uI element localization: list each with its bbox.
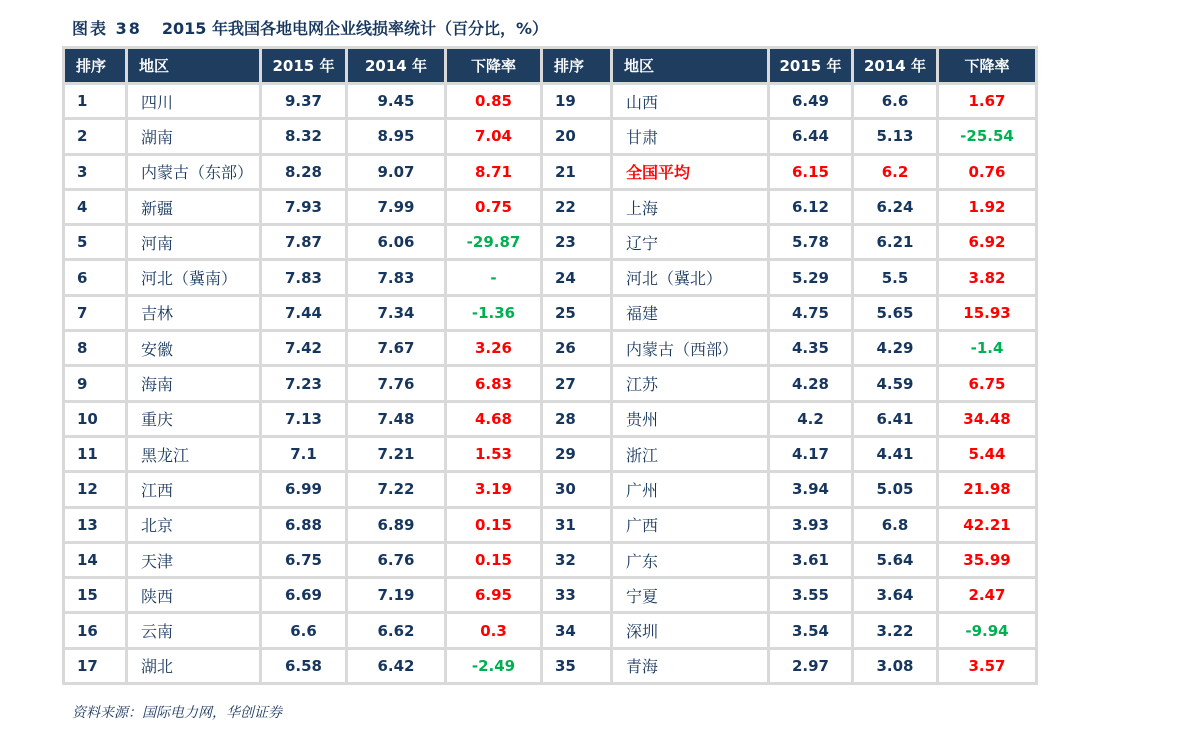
cell-decline-left: -: [447, 261, 540, 293]
cell-2014-left: 7.83: [348, 261, 444, 293]
cell-rank-right: 23: [543, 226, 610, 258]
cell-region-right: 河北（冀北）: [613, 261, 767, 293]
cell-rank-left: 4: [65, 191, 125, 223]
column-header-2015-right: 2015 年: [770, 49, 851, 82]
cell-region-right: 广州: [613, 473, 767, 505]
cell-region-left: 天津: [128, 544, 259, 576]
cell-2014-left: 7.99: [348, 191, 444, 223]
cell-region-right: 内蒙古（西部）: [613, 332, 767, 364]
cell-2014-left: 7.48: [348, 403, 444, 435]
cell-region-right: 甘肃: [613, 120, 767, 152]
cell-rank-left: 10: [65, 403, 125, 435]
cell-rank-left: 12: [65, 473, 125, 505]
cell-2014-left: 7.67: [348, 332, 444, 364]
cell-2014-left: 7.22: [348, 473, 444, 505]
cell-decline-right: 2.47: [939, 579, 1035, 611]
cell-region-left: 云南: [128, 614, 259, 646]
cell-rank-right: 34: [543, 614, 610, 646]
table-header: [65, 49, 1035, 82]
cell-region-left: 陕西: [128, 579, 259, 611]
cell-2014-right: 6.8: [854, 509, 936, 541]
cell-region-left: 四川: [128, 85, 259, 117]
cell-rank-right: 26: [543, 332, 610, 364]
cell-region-left: 河南: [128, 226, 259, 258]
table-row: [65, 438, 1035, 470]
cell-2015-left: 7.13: [262, 403, 345, 435]
cell-2014-left: 6.89: [348, 509, 444, 541]
column-header-region-right: 地区: [613, 49, 767, 82]
column-header-2014-right: 2014 年: [854, 49, 936, 82]
cell-rank-right: 31: [543, 509, 610, 541]
cell-region-right: 辽宁: [613, 226, 767, 258]
cell-2014-right: 4.29: [854, 332, 936, 364]
cell-2014-right: 3.64: [854, 579, 936, 611]
cell-region-right: 深圳: [613, 614, 767, 646]
cell-rank-left: 6: [65, 261, 125, 293]
cell-2015-right: 3.93: [770, 509, 851, 541]
table-row: [65, 261, 1035, 293]
cell-2014-right: 6.2: [854, 156, 936, 188]
table-row: [65, 509, 1035, 541]
cell-rank-left: 8: [65, 332, 125, 364]
cell-2015-left: 7.44: [262, 297, 345, 329]
cell-2014-right: 5.5: [854, 261, 936, 293]
cell-2015-right: 4.75: [770, 297, 851, 329]
cell-2014-right: 3.22: [854, 614, 936, 646]
table-row: [65, 614, 1035, 646]
cell-rank-left: 3: [65, 156, 125, 188]
cell-2015-right: 6.15: [770, 156, 851, 188]
cell-decline-left: -29.87: [447, 226, 540, 258]
cell-rank-right: 33: [543, 579, 610, 611]
cell-decline-right: -1.4: [939, 332, 1035, 364]
cell-decline-right: 0.76: [939, 156, 1035, 188]
cell-rank-right: 35: [543, 650, 610, 682]
cell-rank-left: 9: [65, 367, 125, 399]
cell-rank-right: 27: [543, 367, 610, 399]
cell-decline-left: 0.15: [447, 544, 540, 576]
cell-region-left: 吉林: [128, 297, 259, 329]
cell-rank-left: 7: [65, 297, 125, 329]
cell-2014-right: 6.24: [854, 191, 936, 223]
cell-region-right: 青海: [613, 650, 767, 682]
cell-2014-right: 4.41: [854, 438, 936, 470]
table-row: [65, 579, 1035, 611]
cell-rank-left: 1: [65, 85, 125, 117]
cell-rank-right: 28: [543, 403, 610, 435]
cell-2015-left: 8.32: [262, 120, 345, 152]
cell-decline-right: 35.99: [939, 544, 1035, 576]
cell-decline-right: 34.48: [939, 403, 1035, 435]
source-note: 资料来源：国际电力网，华创证券: [72, 705, 282, 721]
cell-rank-right: 29: [543, 438, 610, 470]
cell-2015-left: 9.37: [262, 85, 345, 117]
cell-region-left: 黑龙江: [128, 438, 259, 470]
cell-region-right: 广西: [613, 509, 767, 541]
cell-region-right: 广东: [613, 544, 767, 576]
cell-region-left: 新疆: [128, 191, 259, 223]
cell-2015-left: 7.87: [262, 226, 345, 258]
table-row: [65, 403, 1035, 435]
cell-rank-right: 21: [543, 156, 610, 188]
cell-2014-left: 6.76: [348, 544, 444, 576]
cell-rank-left: 11: [65, 438, 125, 470]
cell-2014-left: 7.34: [348, 297, 444, 329]
cell-2015-right: 4.2: [770, 403, 851, 435]
cell-2015-right: 4.28: [770, 367, 851, 399]
table-row: [65, 332, 1035, 364]
cell-rank-left: 2: [65, 120, 125, 152]
cell-2015-left: 7.1: [262, 438, 345, 470]
cell-rank-left: 5: [65, 226, 125, 258]
cell-region-left: 内蒙古（东部）: [128, 156, 259, 188]
cell-2015-right: 4.17: [770, 438, 851, 470]
cell-2015-left: 6.69: [262, 579, 345, 611]
cell-rank-right: 30: [543, 473, 610, 505]
cell-decline-left: 0.15: [447, 509, 540, 541]
cell-region-left: 江西: [128, 473, 259, 505]
cell-decline-left: -2.49: [447, 650, 540, 682]
table-row: [65, 650, 1035, 682]
cell-region-left: 湖北: [128, 650, 259, 682]
cell-2015-right: 5.78: [770, 226, 851, 258]
cell-2015-left: 6.88: [262, 509, 345, 541]
cell-decline-left: 1.53: [447, 438, 540, 470]
cell-2014-right: 3.08: [854, 650, 936, 682]
cell-rank-right: 20: [543, 120, 610, 152]
cell-rank-left: 17: [65, 650, 125, 682]
cell-decline-left: 4.68: [447, 403, 540, 435]
cell-2015-right: 3.94: [770, 473, 851, 505]
figure-number: 图表 38: [72, 19, 142, 38]
cell-decline-left: 3.26: [447, 332, 540, 364]
table-row: [65, 297, 1035, 329]
cell-2015-left: 7.83: [262, 261, 345, 293]
cell-rank-left: 13: [65, 509, 125, 541]
cell-2015-left: 6.75: [262, 544, 345, 576]
column-header-decline-left: 下降率: [447, 49, 540, 82]
column-header-rank-left: 排序: [65, 49, 125, 82]
cell-2015-right: 6.49: [770, 85, 851, 117]
column-header-2014-left: 2014 年: [348, 49, 444, 82]
cell-decline-right: -25.54: [939, 120, 1035, 152]
cell-decline-right: 3.82: [939, 261, 1035, 293]
cell-region-right: 江苏: [613, 367, 767, 399]
cell-region-left: 安徽: [128, 332, 259, 364]
cell-decline-right: 6.75: [939, 367, 1035, 399]
cell-2015-right: 6.12: [770, 191, 851, 223]
cell-decline-left: 3.19: [447, 473, 540, 505]
cell-2014-left: 6.62: [348, 614, 444, 646]
cell-2015-right: 5.29: [770, 261, 851, 293]
line-loss-rate-table: [62, 46, 1038, 685]
cell-2015-left: 7.23: [262, 367, 345, 399]
cell-decline-left: 0.85: [447, 85, 540, 117]
cell-decline-right: 5.44: [939, 438, 1035, 470]
cell-decline-right: 6.92: [939, 226, 1035, 258]
cell-2015-right: 4.35: [770, 332, 851, 364]
table-row: [65, 367, 1035, 399]
table-row: [65, 191, 1035, 223]
cell-region-right: 全国平均: [613, 156, 767, 188]
table-row: [65, 544, 1035, 576]
cell-rank-right: 32: [543, 544, 610, 576]
cell-2015-right: 3.61: [770, 544, 851, 576]
cell-2015-right: 3.55: [770, 579, 851, 611]
cell-2014-left: 6.42: [348, 650, 444, 682]
cell-2014-right: 6.6: [854, 85, 936, 117]
cell-decline-right: 1.92: [939, 191, 1035, 223]
cell-decline-left: 8.71: [447, 156, 540, 188]
cell-decline-left: 0.75: [447, 191, 540, 223]
cell-2015-left: 8.28: [262, 156, 345, 188]
cell-region-right: 宁夏: [613, 579, 767, 611]
table-row: [65, 473, 1035, 505]
cell-region-right: 上海: [613, 191, 767, 223]
cell-2014-right: 5.64: [854, 544, 936, 576]
cell-2015-left: 6.6: [262, 614, 345, 646]
cell-decline-left: 6.83: [447, 367, 540, 399]
cell-region-right: 浙江: [613, 438, 767, 470]
cell-rank-right: 19: [543, 85, 610, 117]
cell-2015-left: 6.99: [262, 473, 345, 505]
cell-2014-right: 5.65: [854, 297, 936, 329]
cell-decline-right: 1.67: [939, 85, 1035, 117]
cell-2015-left: 7.42: [262, 332, 345, 364]
cell-decline-left: 0.3: [447, 614, 540, 646]
cell-rank-right: 25: [543, 297, 610, 329]
cell-region-right: 山西: [613, 85, 767, 117]
cell-2015-left: 6.58: [262, 650, 345, 682]
cell-2015-left: 7.93: [262, 191, 345, 223]
cell-rank-left: 15: [65, 579, 125, 611]
cell-decline-right: 21.98: [939, 473, 1035, 505]
cell-2014-left: 6.06: [348, 226, 444, 258]
cell-rank-right: 24: [543, 261, 610, 293]
cell-2014-left: 9.07: [348, 156, 444, 188]
cell-region-left: 重庆: [128, 403, 259, 435]
table-row: [65, 226, 1035, 258]
header-row: [65, 49, 1035, 82]
cell-decline-right: -9.94: [939, 614, 1035, 646]
cell-decline-right: 42.21: [939, 509, 1035, 541]
cell-2015-right: 2.97: [770, 650, 851, 682]
cell-2014-right: 6.21: [854, 226, 936, 258]
cell-decline-right: 15.93: [939, 297, 1035, 329]
cell-2014-right: 6.41: [854, 403, 936, 435]
cell-region-left: 海南: [128, 367, 259, 399]
figure-caption: [72, 16, 548, 39]
cell-region-left: 湖南: [128, 120, 259, 152]
cell-2014-right: 5.13: [854, 120, 936, 152]
column-header-2015-left: 2015 年: [262, 49, 345, 82]
table-body: [65, 85, 1035, 682]
table-row: [65, 85, 1035, 117]
cell-2014-right: 5.05: [854, 473, 936, 505]
cell-region-left: 北京: [128, 509, 259, 541]
cell-decline-left: -1.36: [447, 297, 540, 329]
cell-region-right: 福建: [613, 297, 767, 329]
cell-2014-left: 9.45: [348, 85, 444, 117]
cell-rank-left: 14: [65, 544, 125, 576]
column-header-rank-right: 排序: [543, 49, 610, 82]
cell-region-left: 河北（冀南）: [128, 261, 259, 293]
cell-2014-left: 7.19: [348, 579, 444, 611]
cell-decline-left: 6.95: [447, 579, 540, 611]
table-row: [65, 156, 1035, 188]
cell-2015-right: 3.54: [770, 614, 851, 646]
table-row: [65, 120, 1035, 152]
column-header-decline-right: 下降率: [939, 49, 1035, 82]
cell-2014-left: 8.95: [348, 120, 444, 152]
cell-rank-right: 22: [543, 191, 610, 223]
cell-region-right: 贵州: [613, 403, 767, 435]
column-header-region-left: 地区: [128, 49, 259, 82]
cell-2015-right: 6.44: [770, 120, 851, 152]
cell-decline-right: 3.57: [939, 650, 1035, 682]
cell-decline-left: 7.04: [447, 120, 540, 152]
cell-2014-right: 4.59: [854, 367, 936, 399]
cell-2014-left: 7.76: [348, 367, 444, 399]
figure-title-text: 2015 年我国各地电网企业线损率统计（百分比，%）: [161, 19, 548, 38]
cell-rank-left: 16: [65, 614, 125, 646]
cell-2014-left: 7.21: [348, 438, 444, 470]
